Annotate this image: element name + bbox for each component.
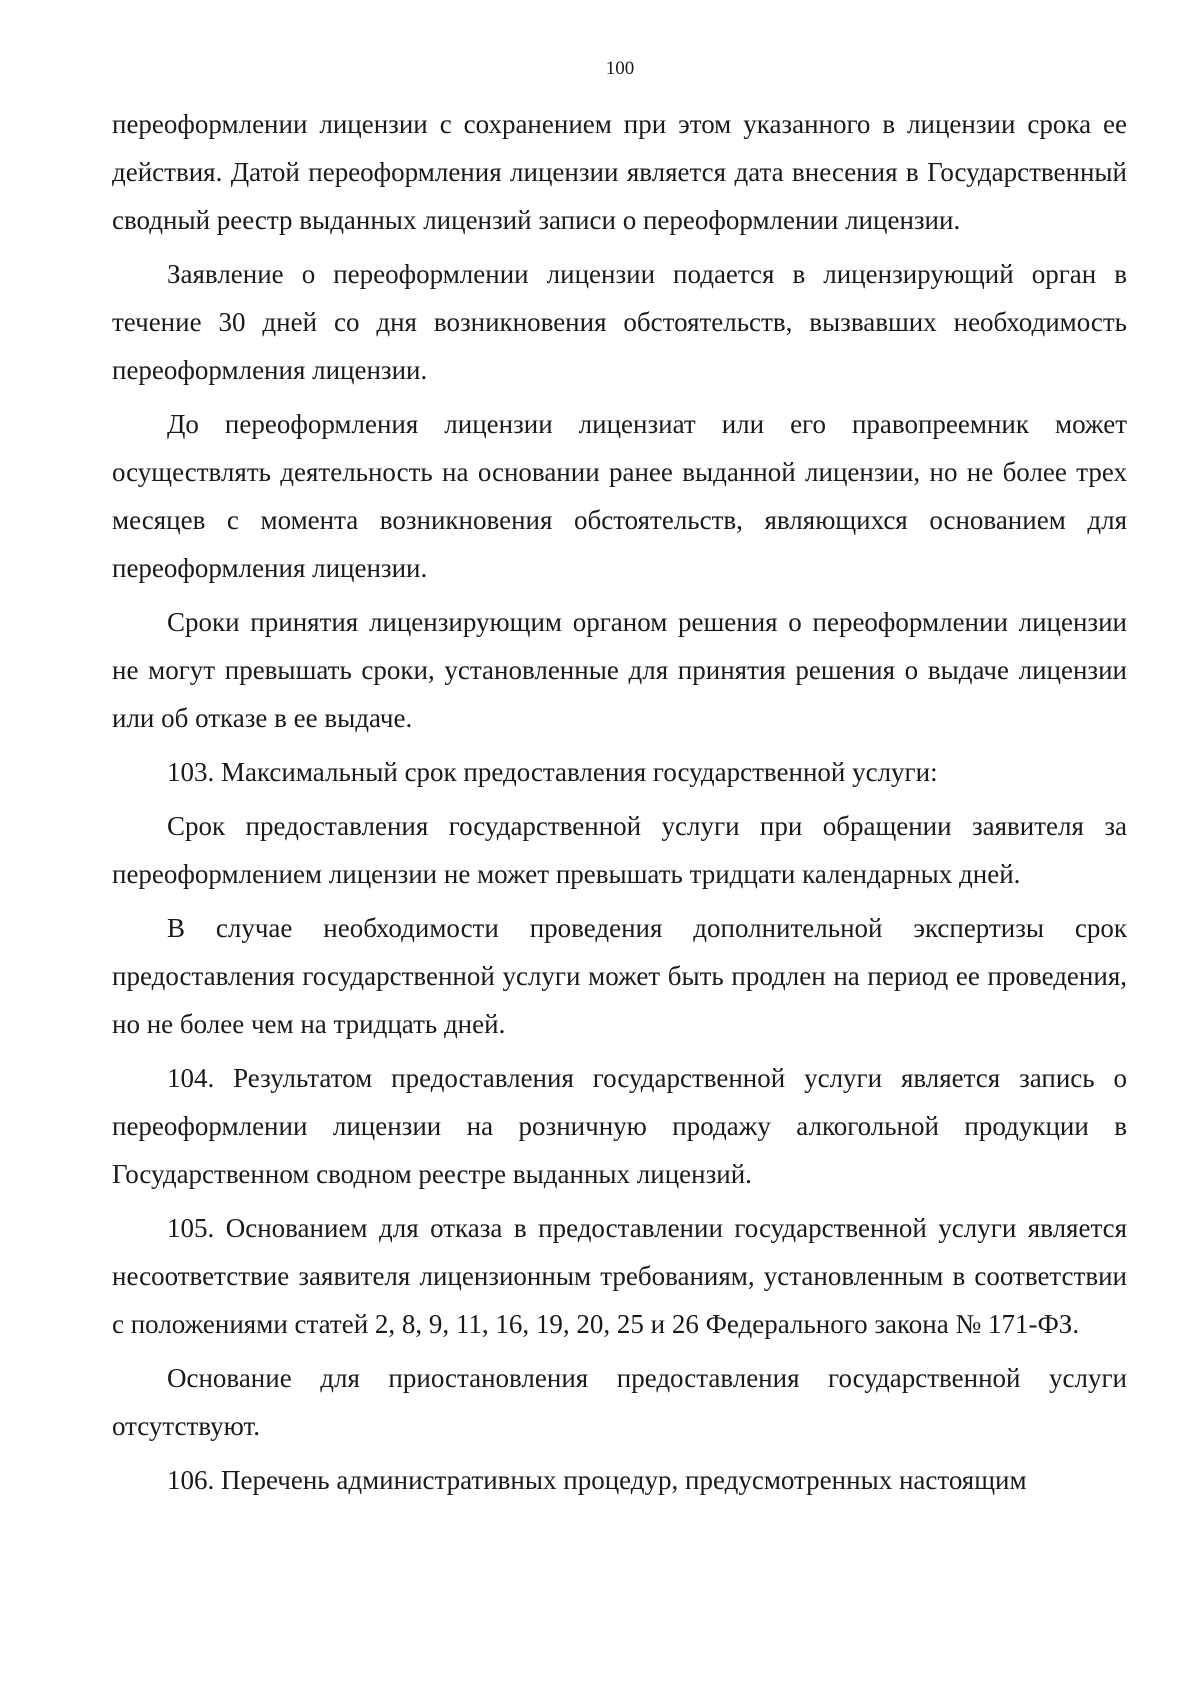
paragraph: Срок предоставления государственной услуги при обращении заявителя за переоформлением лицензии не может превышать тридцати календарных дней.: [112, 811, 1127, 889]
paragraph: 103. Максимальный срок предоставления государственной услуги:: [167, 757, 938, 787]
paragraph: 105. Основанием для отказа в предоставлении государственной услуги является несоответствие заявителя лицензионным требованиям, установленным в соответствии с положениями статей 2, 8, 9, 11, 16, 19, 20, 25 и 26 Федерального закона № 171-ФЗ.: [112, 1213, 1127, 1339]
paragraph: Сроки принятия лицензирующим органом решения о переоформлении лицензии не могут превышать сроки, установленные для принятия решения о выдаче лицензии или об отказе в ее выдаче.: [112, 607, 1127, 733]
paragraph: До переоформления лицензии лицензиат или его правопреемник может осуществлять деятельность на основании ранее выданной лицензии, но не более трех месяцев с момента возникновения обстоятельств, являющихся основанием для переоформления лицензии.: [112, 409, 1127, 583]
paragraph: В случае необходимости проведения дополнительной экспертизы срок предоставления государственной услуги может быть продлен на период ее проведения, но не более чем на тридцать дней.: [112, 913, 1127, 1039]
page-number: 100: [605, 58, 635, 79]
paragraph: 106. Перечень административных процедур, предусмотренных настоящим: [167, 1465, 1027, 1495]
paragraph: Заявление о переоформлении лицензии подается в лицензирующий орган в течение 30 дней со дня возникновения обстоятельств, вызвавших необходимость переоформления лицензии.: [112, 259, 1127, 385]
paragraph: Основание для приостановления предоставления государственной услуги отсутствуют.: [112, 1363, 1127, 1441]
paragraph: 104. Результатом предоставления государственной услуги является запись о переоформлении лицензии на розничную продажу алкогольной продукции в Государственном сводном реестре выданных лицензий.: [112, 1063, 1127, 1189]
paragraph: переоформлении лицензии с сохранением при этом указанного в лицензии срока ее действия. Датой переоформления лицензии является дата внесения в Государственный сводный реестр выданных лицензий записи о переоформлении лицензии.: [112, 109, 1127, 235]
document-body: [112, 100, 1127, 1510]
